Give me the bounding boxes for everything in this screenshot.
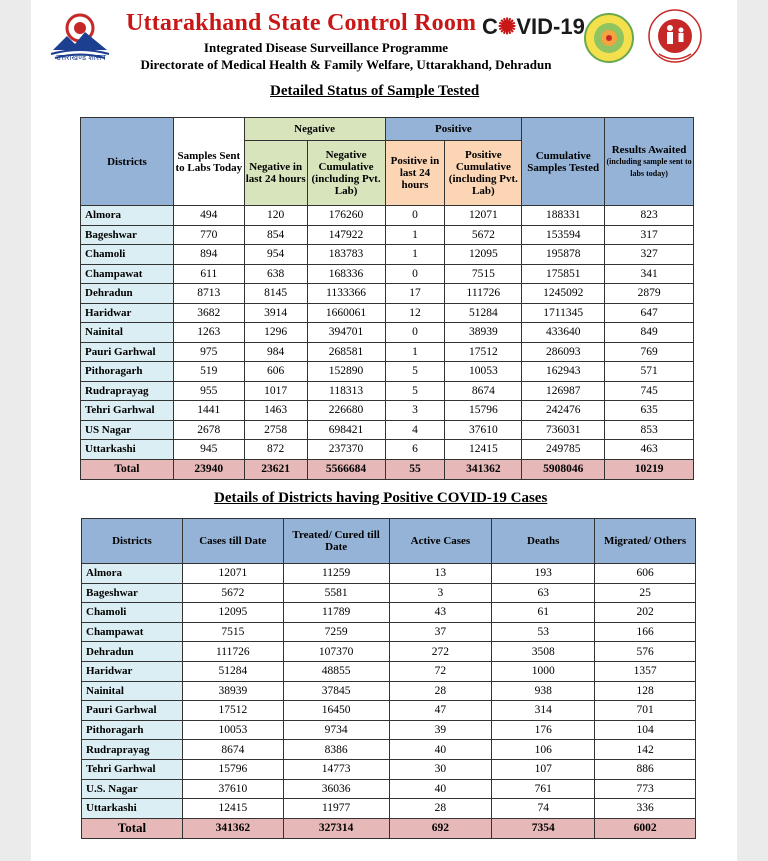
table-cell: 2758 [244,420,307,440]
table1-body [81,206,694,480]
table-cell: 1 [385,245,445,265]
table-cell: 286093 [522,342,605,362]
table-cell: 317 [605,225,694,245]
total-cell: 341362 [445,459,522,479]
table-cell: 40 [389,740,492,760]
table-cell: 168336 [307,264,385,284]
table-cell: 12071 [182,564,283,584]
table-cell: 17 [385,284,445,304]
table-cell: 5 [385,381,445,401]
col-districts: Districts [82,519,183,564]
district-name: Champawat [82,622,183,642]
table-cell: 118313 [307,381,385,401]
table-cell: 8674 [182,740,283,760]
district-name: Bageshwar [81,225,174,245]
table-row [81,440,694,460]
table-cell: 38939 [445,323,522,343]
table-cell: 120 [244,206,307,226]
table-cell: 11977 [283,799,389,819]
table-row [82,583,696,603]
awaited-label: Results Awaited [611,143,687,156]
table-cell: 12 [385,303,445,323]
table-cell: 153594 [522,225,605,245]
col-cases-till-date: Cases till Date [182,519,283,564]
table-cell: 463 [605,440,694,460]
district-name: Pauri Garhwal [81,342,174,362]
total-label: Total [81,459,174,479]
district-name: Uttarkashi [81,440,174,460]
table-row [81,206,694,226]
table-cell: 106 [492,740,595,760]
table-cell: 886 [595,759,696,779]
table-cell: 43 [389,603,492,623]
total-cell: 55 [385,459,445,479]
table-cell: 954 [244,245,307,265]
table-cell: 11259 [283,564,389,584]
table-cell: 142 [595,740,696,760]
table-cell: 984 [244,342,307,362]
table-cell: 38939 [182,681,283,701]
total-label: Total [82,818,183,838]
table-cell: 51284 [182,661,283,681]
table-row [82,799,696,819]
table2-heading: Details of Districts having Positive COVID-19 Cases [214,490,548,506]
table2-header-row [82,519,696,564]
col-treated-cured-till-date: Treated/ Cured till Date [283,519,389,564]
table-cell: 12095 [445,245,522,265]
table-cell: 111726 [182,642,283,662]
table-cell: 9734 [283,720,389,740]
table-cell: 176260 [307,206,385,226]
table-cell: 188331 [522,206,605,226]
table-cell: 8145 [244,284,307,304]
total-cell: 7354 [492,818,595,838]
table-cell: 314 [492,701,595,721]
district-name: Nainital [81,323,174,343]
positive-cases-table [81,518,696,839]
table-cell: 162943 [522,362,605,382]
table-cell: 0 [385,264,445,284]
col-results-awaited [605,118,694,206]
total-row [82,818,696,838]
table-cell: 736031 [522,420,605,440]
table-row [82,603,696,623]
table-cell: 1357 [595,661,696,681]
table-cell: 15796 [445,401,522,421]
col-samples-sent: Samples Sent to Labs Today [173,118,244,206]
table-row [81,323,694,343]
table-cell: 12415 [445,440,522,460]
table-cell: 7515 [445,264,522,284]
table1-heading: Detailed Status of Sample Tested [270,83,480,99]
table-cell: 611 [173,264,244,284]
table-cell: 176 [492,720,595,740]
table-cell: 1245092 [522,284,605,304]
table-cell: 8386 [283,740,389,760]
table-cell: 39 [389,720,492,740]
table-cell: 1133366 [307,284,385,304]
table-row [81,362,694,382]
table-cell: 519 [173,362,244,382]
col-negative-group: Negative [244,118,385,141]
table-cell: 249785 [522,440,605,460]
table-cell: 773 [595,779,696,799]
table-row [82,779,696,799]
table-cell: 698421 [307,420,385,440]
table-cell: 104 [595,720,696,740]
table-cell: 945 [173,440,244,460]
table-cell: 30 [389,759,492,779]
table-cell: 5672 [445,225,522,245]
total-cell: 23940 [173,459,244,479]
idsp-logo-icon [583,12,635,64]
table-cell: 3 [389,583,492,603]
district-name: Pauri Garhwal [82,701,183,721]
table-cell: 37845 [283,681,389,701]
district-name: Almora [81,206,174,226]
table-cell: 1660061 [307,303,385,323]
table-cell: 769 [605,342,694,362]
district-name: Chamoli [82,603,183,623]
table-cell: 7259 [283,622,389,642]
table-cell: 272 [389,642,492,662]
table-row [81,225,694,245]
total-cell: 10219 [605,459,694,479]
table-cell: 36036 [283,779,389,799]
district-name: Dehradun [81,284,174,304]
table-cell: 745 [605,381,694,401]
table-cell: 74 [492,799,595,819]
table-cell: 5672 [182,583,283,603]
district-name: Pithoragarh [82,720,183,740]
table-row [81,303,694,323]
table-cell: 1711345 [522,303,605,323]
table-cell: 37610 [182,779,283,799]
table-row [82,759,696,779]
table-cell: 494 [173,206,244,226]
col-negative-24h: Negative in last 24 hours [244,141,307,206]
total-row [81,459,694,479]
table-cell: 152890 [307,362,385,382]
col-migrated-others: Migrated/ Others [595,519,696,564]
table-cell: 72 [389,661,492,681]
table-cell: 25 [595,583,696,603]
table-cell: 4 [385,420,445,440]
table-cell: 938 [492,681,595,701]
table-row [82,681,696,701]
table-row [82,642,696,662]
table-cell: 336 [595,799,696,819]
district-name: Almora [82,564,183,584]
total-cell: 327314 [283,818,389,838]
district-name: Nainital [82,681,183,701]
table-cell: 10053 [182,720,283,740]
table-cell: 126987 [522,381,605,401]
table-cell: 606 [244,362,307,382]
table-cell: 147922 [307,225,385,245]
table-cell: 166 [595,622,696,642]
table-cell: 1463 [244,401,307,421]
table-cell: 16450 [283,701,389,721]
table-cell: 576 [595,642,696,662]
total-cell: 5908046 [522,459,605,479]
table-cell: 854 [244,225,307,245]
table-cell: 107370 [283,642,389,662]
col-active-cases: Active Cases [389,519,492,564]
col-deaths: Deaths [492,519,595,564]
table-cell: 1017 [244,381,307,401]
report-sheet [31,0,737,861]
table-row [81,245,694,265]
table-cell: 12095 [182,603,283,623]
table-cell: 327 [605,245,694,265]
table-cell: 638 [244,264,307,284]
table-cell: 2678 [173,420,244,440]
table-cell: 5581 [283,583,389,603]
table-cell: 237370 [307,440,385,460]
table-row [81,264,694,284]
table-cell: 853 [605,420,694,440]
table-row [82,622,696,642]
table-row [82,564,696,584]
table-cell: 242476 [522,401,605,421]
district-name: Tehri Garhwal [82,759,183,779]
table-cell: 40 [389,779,492,799]
table-cell: 10053 [445,362,522,382]
table-row [81,420,694,440]
district-name: Rudraprayag [81,381,174,401]
table-cell: 193 [492,564,595,584]
table-cell: 175851 [522,264,605,284]
table-cell: 770 [173,225,244,245]
table-cell: 872 [244,440,307,460]
district-name: Haridwar [81,303,174,323]
col-positive-cumulative: Positive Cumulative (including Pvt. Lab) [445,141,522,206]
table-cell: 47 [389,701,492,721]
table-cell: 3508 [492,642,595,662]
table-cell: 28 [389,681,492,701]
nhm-logo-icon [641,8,709,68]
district-name: U.S. Nagar [82,779,183,799]
total-cell: 5566684 [307,459,385,479]
table-cell: 701 [595,701,696,721]
table-cell: 8713 [173,284,244,304]
table-cell: 53 [492,622,595,642]
total-cell: 341362 [182,818,283,838]
table-cell: 202 [595,603,696,623]
table-cell: 3 [385,401,445,421]
table-cell: 3914 [244,303,307,323]
table-cell: 28 [389,799,492,819]
col-negative-cumulative: Negative Cumulative (including Pvt. Lab) [307,141,385,206]
table-row [82,701,696,721]
table-cell: 0 [385,206,445,226]
district-name: Uttarkashi [82,799,183,819]
district-name: Dehradun [82,642,183,662]
table-cell: 955 [173,381,244,401]
col-positive-group: Positive [385,118,522,141]
table-cell: 2879 [605,284,694,304]
table-cell: 63 [492,583,595,603]
table-cell: 14773 [283,759,389,779]
district-name: Bageshwar [82,583,183,603]
table-cell: 975 [173,342,244,362]
table-cell: 341 [605,264,694,284]
table-cell: 107 [492,759,595,779]
table-cell: 8674 [445,381,522,401]
table-row [82,661,696,681]
subtitle-programme: Integrated Disease Surveillance Programme [203,40,449,55]
district-name: Rudraprayag [82,740,183,760]
table-cell: 3682 [173,303,244,323]
table-cell: 17512 [445,342,522,362]
table-cell: 17512 [182,701,283,721]
table-cell: 51284 [445,303,522,323]
table-cell: 111726 [445,284,522,304]
table-cell: 15796 [182,759,283,779]
table-row [82,740,696,760]
table-cell: 823 [605,206,694,226]
table-cell: 183783 [307,245,385,265]
table-cell: 11789 [283,603,389,623]
table-cell: 12415 [182,799,283,819]
report-title: Uttarakhand State Control Room [126,10,477,36]
district-name: US Nagar [81,420,174,440]
table-cell: 1000 [492,661,595,681]
table-cell: 5 [385,362,445,382]
table-cell: 7515 [182,622,283,642]
table-cell: 226680 [307,401,385,421]
table-row [82,720,696,740]
table-cell: 13 [389,564,492,584]
total-cell: 692 [389,818,492,838]
table-cell: 1 [385,225,445,245]
total-cell: 6002 [595,818,696,838]
table-cell: 6 [385,440,445,460]
table-row [81,381,694,401]
table-cell: 128 [595,681,696,701]
table-cell: 1 [385,342,445,362]
district-name: Pithoragarh [81,362,174,382]
covid-logo: C✺VID-19 [482,14,585,39]
emblem-caption: उत्तराखण्ड शासन [56,53,106,62]
table-cell: 195878 [522,245,605,265]
col-cumulative: Cumulative Samples Tested [522,118,605,206]
district-name: Champawat [81,264,174,284]
subtitle-directorate: Directorate of Medical Health & Family Welfare, Uttarakhand, Dehradun [140,57,552,72]
table-cell: 647 [605,303,694,323]
table-cell: 12071 [445,206,522,226]
table-cell: 849 [605,323,694,343]
total-cell: 23621 [244,459,307,479]
table-row [81,284,694,304]
table-cell: 0 [385,323,445,343]
table-cell: 48855 [283,661,389,681]
table-cell: 394701 [307,323,385,343]
table-cell: 61 [492,603,595,623]
col-districts: Districts [81,118,174,206]
table-row [81,401,694,421]
table-cell: 571 [605,362,694,382]
table-cell: 37 [389,622,492,642]
sample-tested-table [80,117,694,480]
table-cell: 761 [492,779,595,799]
table-cell: 1441 [173,401,244,421]
col-positive-24h: Positive in last 24 hours [385,141,445,206]
table-cell: 606 [595,564,696,584]
district-name: Haridwar [82,661,183,681]
district-name: Tehri Garhwal [81,401,174,421]
awaited-note: (including sample sent to labs today) [606,156,692,178]
district-name: Chamoli [81,245,174,265]
table-row [81,342,694,362]
table-cell: 1296 [244,323,307,343]
table-cell: 37610 [445,420,522,440]
table-cell: 635 [605,401,694,421]
table-cell: 894 [173,245,244,265]
table-cell: 268581 [307,342,385,362]
table2-body [82,564,696,839]
table-cell: 1263 [173,323,244,343]
table-cell: 433640 [522,323,605,343]
